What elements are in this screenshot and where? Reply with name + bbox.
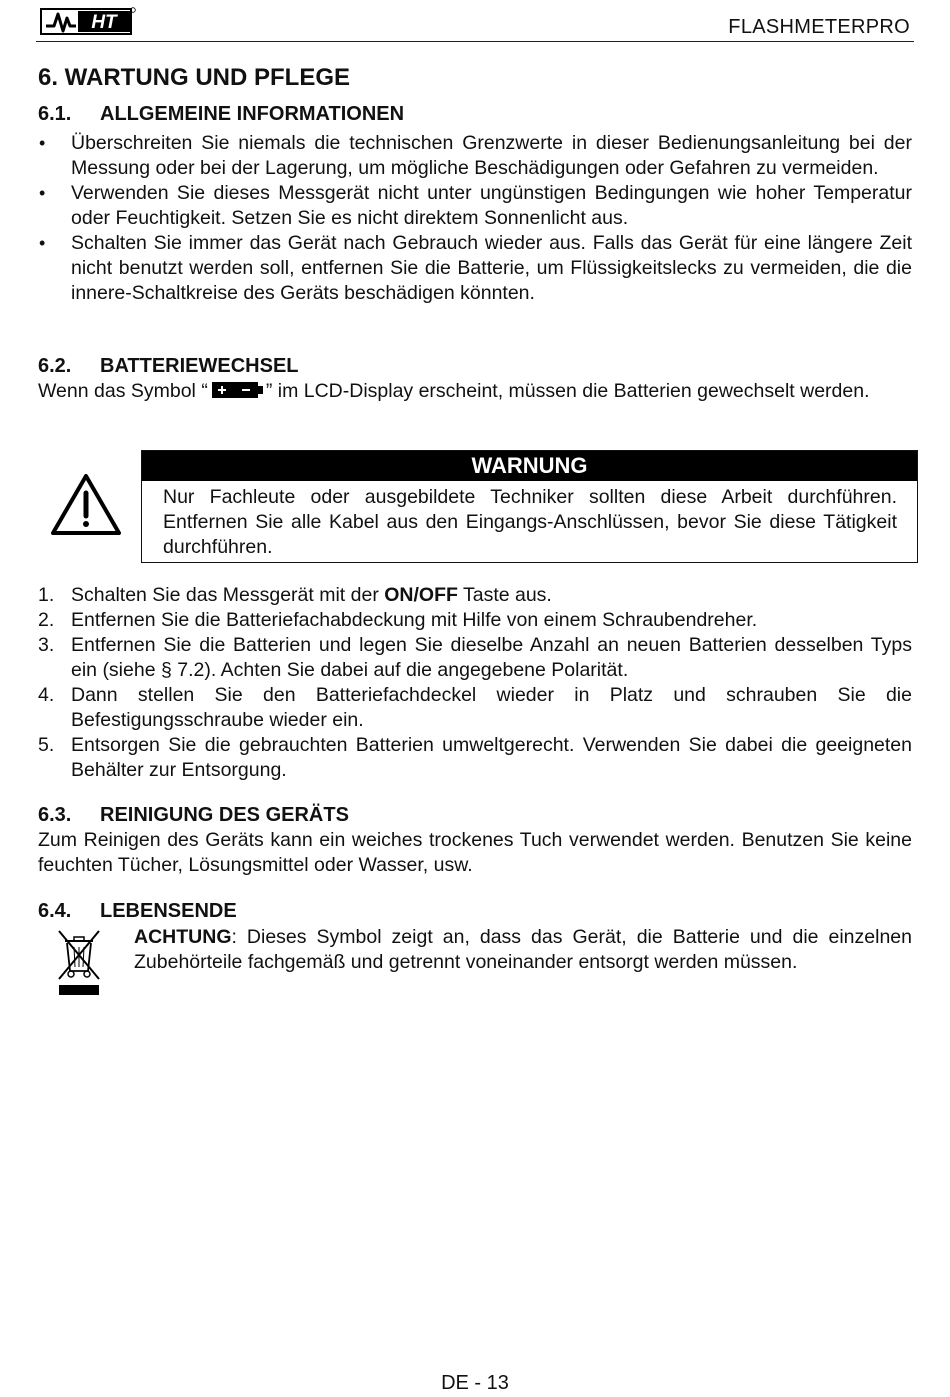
heading-cleaning (38, 804, 349, 827)
page-header (36, 6, 914, 42)
step-number: 1. (38, 584, 55, 606)
general-bullet-list (38, 131, 912, 306)
warning-box (141, 450, 918, 563)
warning-triangle-icon (50, 472, 122, 536)
cleaning-text: Zum Reinigen des Geräts kann ein weiches trockenes Tuch verwendet werden. Benutzen Sie keine feuchten Tücher, Lösungsmittel oder Wasser, usw. (38, 829, 912, 876)
list-item (38, 608, 912, 633)
product-name: FLASHMETERPRO (728, 16, 910, 38)
step-number: 5. (38, 734, 55, 756)
crossed-bin-icon (55, 927, 103, 997)
list-item: • Schalten Sie immer das Gerät nach Gebrauch wieder aus. Falls das Gerät für eine längere Zeit nicht benutzt werden soll, entfernen Sie die Batterie, um Flüssigkeitslecks zu vermeiden, die die innere-Schaltkreise des Geräts beschädigen könnten. (38, 231, 912, 306)
battery-low-icon (208, 380, 266, 400)
step-text-after: Taste aus. (457, 584, 552, 606)
end-of-life-body: : Dieses Symbol zeigt an, dass das Gerät, die Batterie und die einzelnen Zubehörteile fachgemäß und getrennt voneinander entsorgt werden müssen. (134, 926, 912, 973)
heading-end-of-life (38, 900, 237, 923)
attention-label: ACHTUNG (134, 926, 232, 948)
step-number: 4. (38, 684, 55, 706)
end-of-life-text (134, 925, 912, 975)
list-item (38, 583, 912, 608)
step-text: Schalten Sie das Messgerät mit der (71, 584, 385, 606)
list-item: • Überschreiten Sie niemals die technischen Grenzwerte in dieser Bedienungsanleitung bei der Messung oder bei der Lagerung, um mögliche Beschädigungen oder Gefahren zu vermeiden. (38, 131, 912, 181)
heading-text: REINIGUNG DES GERÄTS (100, 804, 349, 826)
quote-close: ” (265, 380, 273, 402)
step-text: Entsorgen Sie die gebrauchten Batterien umweltgerecht. Verwenden Sie dabei die geeigneten Behälter zur Entsorgung. (71, 734, 912, 781)
heading-battery (38, 355, 299, 378)
list-item (38, 633, 912, 683)
battery-intro (38, 379, 912, 404)
heading-text: ALLGEMEINE INFORMATIONEN (100, 103, 405, 125)
heading-number: 6.2. (38, 355, 72, 377)
intro-before: Wenn das Symbol (38, 380, 196, 402)
step-text: Dann stellen Sie den Batteriefachdeckel wieder in Platz und schrauben Sie die Befestigungsschraube wieder ein. (71, 684, 912, 731)
warning-text: Nur Fachleute oder ausgebildete Techniker sollten diese Arbeit durchführen. Entfernen Sie alle Kabel aus den Eingangs-Anschlüssen, bevor Sie diese Tätigkeit durchführen. (163, 486, 897, 558)
ht-logo (40, 6, 136, 36)
heading-number: 6.1. (38, 103, 72, 125)
step-bold: ON/OFF (384, 584, 458, 606)
list-item (38, 733, 912, 783)
heading-number: 6.3. (38, 804, 72, 826)
page-number: DE - 13 (441, 1372, 509, 1394)
step-number: 3. (38, 634, 55, 656)
quote-open: “ (201, 380, 208, 402)
warning-title: WARNUNG (142, 451, 917, 481)
heading-text: BATTERIEWECHSEL (100, 355, 299, 377)
step-number: 2. (38, 609, 55, 631)
heading-general (38, 103, 404, 126)
step-text: Entfernen Sie die Batteriefachabdeckung mit Hilfe von einem Schraubendreher. (71, 609, 758, 631)
step-text: Entfernen Sie die Batterien und legen Sie dieselbe Anzahl an neuen Batterien desselben Typs ein (siehe § 7.2). Achten Sie dabei auf die angegebene Polarität. (71, 634, 912, 681)
intro-after: im LCD-Display erscheint, müssen die Batterien gewechselt werden. (277, 380, 870, 402)
list-item (38, 683, 912, 733)
list-item: • Verwenden Sie dieses Messgerät nicht unter ungünstigen Bedingungen wie hoher Temperatur oder Feuchtigkeit. Setzen Sie es nicht direktem Sonnenlicht aus. (38, 181, 912, 231)
heading-text: LEBENSENDE (100, 900, 237, 922)
section-title: 6. WARTUNG UND PFLEGE (38, 64, 351, 91)
logo-text: HT (91, 12, 117, 33)
battery-steps (38, 583, 912, 783)
heading-number: 6.4. (38, 900, 72, 922)
